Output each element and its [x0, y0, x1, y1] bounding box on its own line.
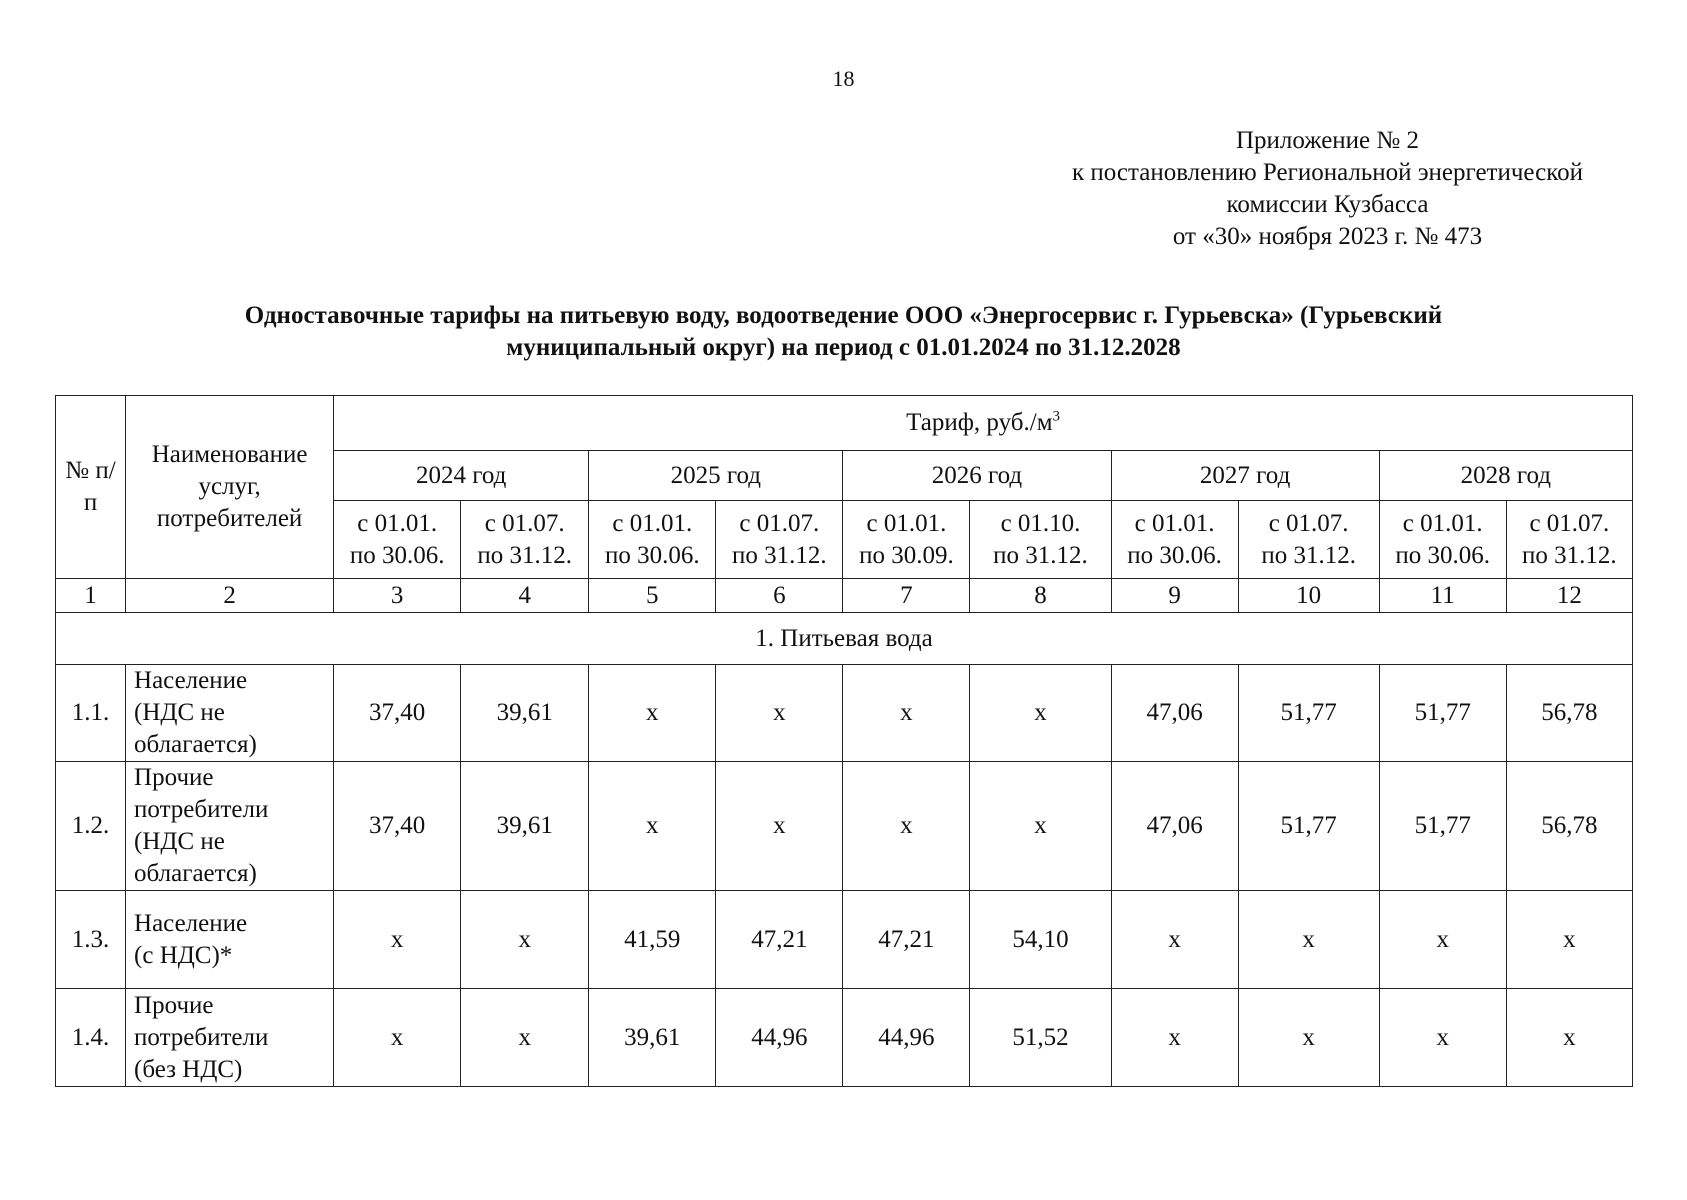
tariff-value: x	[334, 891, 461, 989]
tariff-value: 39,61	[461, 762, 589, 891]
period-to: по 31.12.	[1261, 541, 1356, 569]
row-name-line: (с НДС)*	[134, 941, 233, 969]
header-name-column: Наименование услуг, потребителей	[126, 396, 334, 579]
header-period	[970, 501, 1111, 579]
appendix-line: Приложение № 2	[1235, 127, 1420, 154]
header-period	[589, 501, 716, 579]
header-period	[716, 501, 843, 579]
tariff-value: x	[716, 762, 843, 891]
appendix-line: комиссии Кузбасса	[1226, 191, 1429, 218]
row-name-line: Население	[134, 667, 248, 694]
row-number: 1.2.	[56, 762, 126, 891]
tariff-value: 39,61	[589, 989, 716, 1087]
tariff-value: 37,40	[334, 665, 461, 762]
row-name-line: потребители	[134, 796, 269, 823]
column-number: 9	[1111, 579, 1238, 613]
header-year: 2025 год	[589, 451, 843, 501]
tariff-value: x	[970, 762, 1111, 891]
header-number-column: № п/п	[56, 396, 126, 579]
column-number: 4	[461, 579, 589, 613]
period-to: по 31.12.	[993, 541, 1088, 569]
tariff-value: x	[589, 665, 716, 762]
row-name	[126, 665, 334, 762]
row-name-line: (НДС не	[134, 699, 225, 726]
tariff-value: 51,77	[1379, 665, 1506, 762]
period-from: с 01.07.	[1529, 509, 1610, 537]
tariff-value: x	[843, 762, 970, 891]
tariff-value: x	[461, 891, 589, 989]
tariff-table	[55, 395, 1633, 1087]
appendix-line: от «30» ноября 2023 г. № 473	[1172, 223, 1483, 250]
period-to: по 30.06.	[349, 541, 445, 569]
header-period	[1379, 501, 1506, 579]
column-number: 11	[1379, 579, 1506, 613]
column-number: 10	[1238, 579, 1379, 613]
header-tariff-superscript: 3	[1052, 408, 1061, 425]
tariff-value: x	[334, 989, 461, 1087]
period-to: по 30.06.	[604, 541, 700, 569]
row-name-line: Население	[134, 909, 248, 937]
table-row	[56, 891, 1633, 989]
tariff-value: x	[843, 665, 970, 762]
row-name-line: потребители	[134, 1023, 269, 1051]
header-period	[843, 501, 970, 579]
column-number: 8	[970, 579, 1111, 613]
document-title-line: Одноставочные тарифы на питьевую воду, водоотведение ООО «Энергосервис г. Гурьевска» (Гурьевский	[244, 302, 1443, 329]
row-name	[126, 891, 334, 989]
period-from: с 01.01.	[866, 509, 947, 537]
tariff-value: x	[970, 665, 1111, 762]
row-number: 1.1.	[56, 665, 126, 762]
tariff-value: 41,59	[589, 891, 716, 989]
period-to: по 30.06.	[1395, 541, 1491, 569]
table-row	[56, 989, 1633, 1087]
period-from: с 01.01.	[357, 509, 438, 537]
section-title: 1. Питьевая вода	[56, 613, 1633, 665]
tariff-value: x	[1111, 989, 1238, 1087]
period-to: по 31.12.	[732, 541, 827, 569]
row-name-line: Прочие	[134, 764, 214, 791]
column-number: 7	[843, 579, 970, 613]
tariff-value: x	[1238, 891, 1379, 989]
tariff-value: 51,77	[1238, 762, 1379, 891]
row-name-line: облагается)	[134, 731, 257, 758]
row-name	[126, 762, 334, 891]
column-number: 3	[334, 579, 461, 613]
tariff-value: 47,21	[716, 891, 843, 989]
tariff-value: x	[1379, 989, 1506, 1087]
table-row	[56, 665, 1633, 762]
header-period	[334, 501, 461, 579]
table-row	[56, 762, 1633, 891]
tariff-value: 37,40	[334, 762, 461, 891]
tariff-value: x	[1506, 989, 1632, 1087]
period-from: с 01.07.	[484, 509, 565, 537]
column-number: 1	[56, 579, 126, 613]
tariff-value: x	[716, 665, 843, 762]
page-number: 18	[832, 66, 855, 91]
period-to: по 31.12.	[1522, 541, 1617, 569]
period-from: с 01.10.	[1000, 509, 1081, 537]
period-to: по 31.12.	[477, 541, 573, 569]
tariff-value: x	[1111, 891, 1238, 989]
appendix-line: к постановлению Региональной энергетической	[1072, 159, 1583, 186]
header-tariff	[334, 396, 1633, 451]
row-number: 1.3.	[56, 891, 126, 989]
tariff-value: 51,77	[1379, 762, 1506, 891]
tariff-value: 51,52	[970, 989, 1111, 1087]
header-year: 2026 год	[843, 451, 1111, 501]
tariff-value: 51,77	[1238, 665, 1379, 762]
tariff-value: 44,96	[843, 989, 970, 1087]
header-year: 2027 год	[1111, 451, 1379, 501]
row-name-line: (НДС не	[134, 828, 225, 855]
tariff-value: 47,06	[1111, 762, 1238, 891]
period-from: с 01.01.	[1134, 509, 1215, 537]
row-name	[126, 989, 334, 1087]
header-period	[1111, 501, 1238, 579]
document-title	[80, 300, 1607, 364]
tariff-value: x	[589, 762, 716, 891]
column-number: 12	[1506, 579, 1632, 613]
header-year: 2028 год	[1379, 451, 1632, 501]
row-name-line: (без НДС)	[134, 1055, 243, 1083]
period-from: с 01.01.	[612, 509, 693, 537]
tariff-value: x	[1238, 989, 1379, 1087]
period-to: по 30.09.	[859, 541, 954, 569]
row-name-line: Прочие	[134, 991, 214, 1019]
period-from: с 01.07.	[739, 509, 820, 537]
column-number: 5	[589, 579, 716, 613]
tariff-value: 56,78	[1506, 665, 1632, 762]
tariff-value: 47,06	[1111, 665, 1238, 762]
header-tariff-label: Тариф, руб./м	[906, 409, 1053, 436]
tariff-value: 44,96	[716, 989, 843, 1087]
tariff-value: x	[461, 989, 589, 1087]
tariff-value: 56,78	[1506, 762, 1632, 891]
tariff-value: 47,21	[843, 891, 970, 989]
period-from: с 01.01.	[1402, 509, 1483, 537]
header-period	[1506, 501, 1632, 579]
tariff-value: 39,61	[461, 665, 589, 762]
column-number: 6	[716, 579, 843, 613]
column-number: 2	[126, 579, 334, 613]
document-title-line: муниципальный округ) на период с 01.01.2024 по 31.12.2028	[506, 334, 1181, 361]
header-period	[1238, 501, 1379, 579]
row-number: 1.4.	[56, 989, 126, 1087]
appendix-header	[1000, 125, 1655, 253]
row-name-line: облагается)	[134, 860, 257, 887]
header-year: 2024 год	[334, 451, 589, 501]
tariff-value: x	[1506, 891, 1632, 989]
tariff-value: 54,10	[970, 891, 1111, 989]
period-to: по 30.06.	[1127, 541, 1222, 569]
period-from: с 01.07.	[1268, 509, 1349, 537]
header-period	[461, 501, 589, 579]
tariff-value: x	[1379, 891, 1506, 989]
